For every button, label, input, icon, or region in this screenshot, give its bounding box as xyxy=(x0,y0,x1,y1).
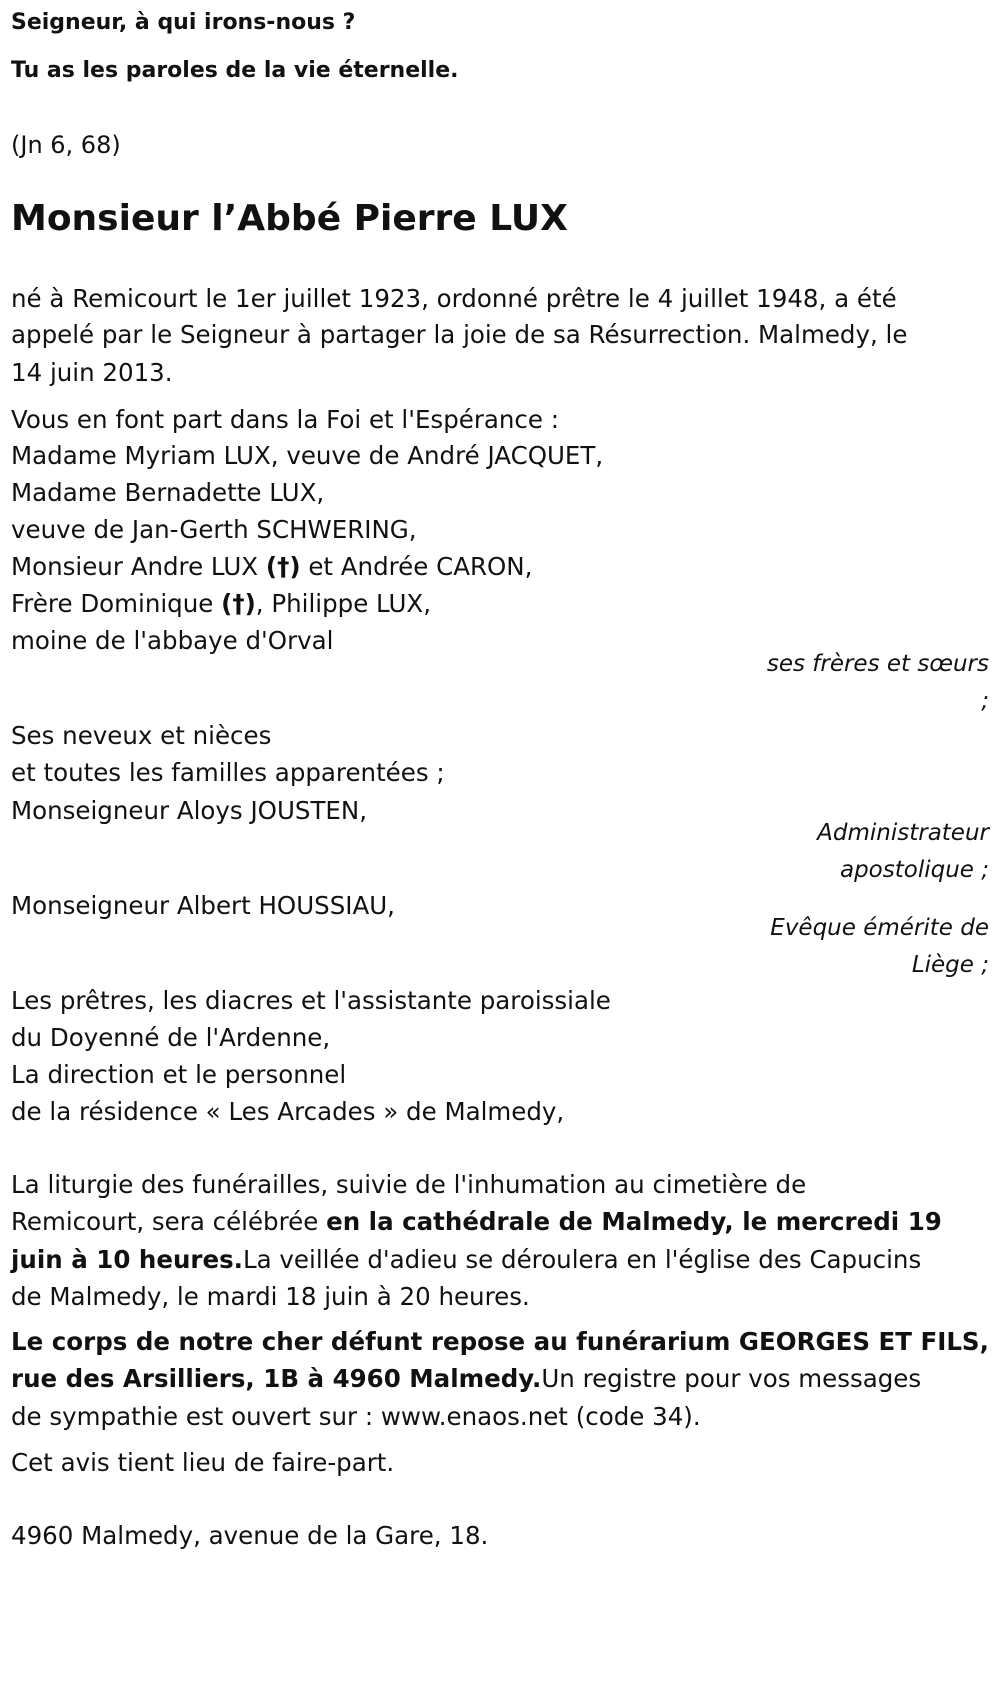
staff-line-2: de la résidence « Les Arcades » de Malmedy, xyxy=(11,1097,565,1126)
liturgy-line-4: de Malmedy, le mardi 18 juin à 20 heures. xyxy=(11,1282,530,1311)
vigil-text: La veillée d'adieu se déroulera en l'église des Capucins xyxy=(242,1245,922,1274)
bishop-2-role: Evêque émérite de xyxy=(770,915,989,941)
funeral-home-line-3: de sympathie est ouvert sur : www.enaos.net (code 34). xyxy=(11,1402,701,1431)
liturgy-text: Remicourt, sera célébrée xyxy=(11,1207,327,1236)
bio-line-1: né à Remicourt le 1er juillet 1923, ordonné prêtre le 4 juillet 1948, a été xyxy=(11,284,897,313)
bishop-2-name: Monseigneur Albert HOUSSIAU, xyxy=(11,891,395,920)
liturgy-time: juin à 10 heures. xyxy=(11,1245,243,1274)
liturgy-line-3 xyxy=(11,1240,921,1280)
sibling-line-3: veuve de Jan-Gerth SCHWERING, xyxy=(11,515,417,544)
notice-line: Cet avis tient lieu de faire-part. xyxy=(11,1448,395,1477)
liturgy-line-2 xyxy=(11,1202,942,1242)
funeral-home-address: rue des Arsilliers, 1B à 4960 Malmedy. xyxy=(11,1364,542,1393)
epigraph-line-2: Tu as les paroles de la vie éternelle. xyxy=(11,58,459,83)
families-line: et toutes les familles apparentées ; xyxy=(11,758,445,787)
sibling-4-rest: et Andrée CARON, xyxy=(308,552,533,581)
bio-line-3: 14 juin 2013. xyxy=(11,358,173,387)
liturgy-location: en la cathédrale de Malmedy, le mercredi 19 xyxy=(326,1207,942,1236)
cross-symbol: (†) xyxy=(221,589,256,618)
bishop-2-role-end: Liège ; xyxy=(911,952,989,978)
staff-line-1: La direction et le personnel xyxy=(11,1060,347,1089)
sibling-line-1: Madame Myriam LUX, veuve de André JACQUET, xyxy=(11,441,604,470)
sibling-5-rest: , Philippe LUX, xyxy=(255,589,431,618)
liturgy-line-1: La liturgie des funérailles, suivie de l'inhumation au cimetière de xyxy=(11,1170,807,1199)
sibling-line-6: moine de l'abbaye d'Orval xyxy=(11,626,334,655)
scripture-reference: (Jn 6, 68) xyxy=(11,131,121,159)
siblings-role-end: ; xyxy=(981,688,989,714)
sibling-line-4 xyxy=(11,547,532,587)
sibling-line-2: Madame Bernadette LUX, xyxy=(11,478,325,507)
cross-symbol: (†) xyxy=(265,552,301,581)
funeral-home-line-1: Le corps de notre cher défunt repose au funérarium GEORGES ET FILS, xyxy=(11,1327,989,1356)
sibling-5-name: Frère Dominique xyxy=(11,589,214,618)
funeral-home-line-2 xyxy=(11,1359,921,1399)
address-line: 4960 Malmedy, avenue de la Gare, 18. xyxy=(11,1521,489,1550)
bishop-1-role: Administrateur xyxy=(817,820,989,846)
sibling-4-name: Monsieur Andre LUX xyxy=(11,552,259,581)
nephews-line: Ses neveux et nièces xyxy=(11,721,272,750)
deceased-name: Monsieur l’Abbé Pierre LUX xyxy=(11,198,568,239)
registry-text: Un registre pour vos messages xyxy=(541,1364,922,1393)
siblings-role: ses frères et sœurs xyxy=(766,651,989,677)
bishop-1-name: Monseigneur Aloys JOUSTEN, xyxy=(11,796,368,825)
bishop-1-role-end: apostolique ; xyxy=(839,857,989,883)
announcement-intro: Vous en font part dans la Foi et l'Espérance : xyxy=(11,405,560,434)
epigraph-line-1: Seigneur, à qui irons-nous ? xyxy=(11,10,356,35)
bio-line-2: appelé par le Seigneur à partager la joie de sa Résurrection. Malmedy, le xyxy=(11,320,908,349)
priests-line-2: du Doyenné de l'Ardenne, xyxy=(11,1023,331,1052)
sibling-line-5 xyxy=(11,584,431,624)
priests-line-1: Les prêtres, les diacres et l'assistante paroissiale xyxy=(11,986,611,1015)
